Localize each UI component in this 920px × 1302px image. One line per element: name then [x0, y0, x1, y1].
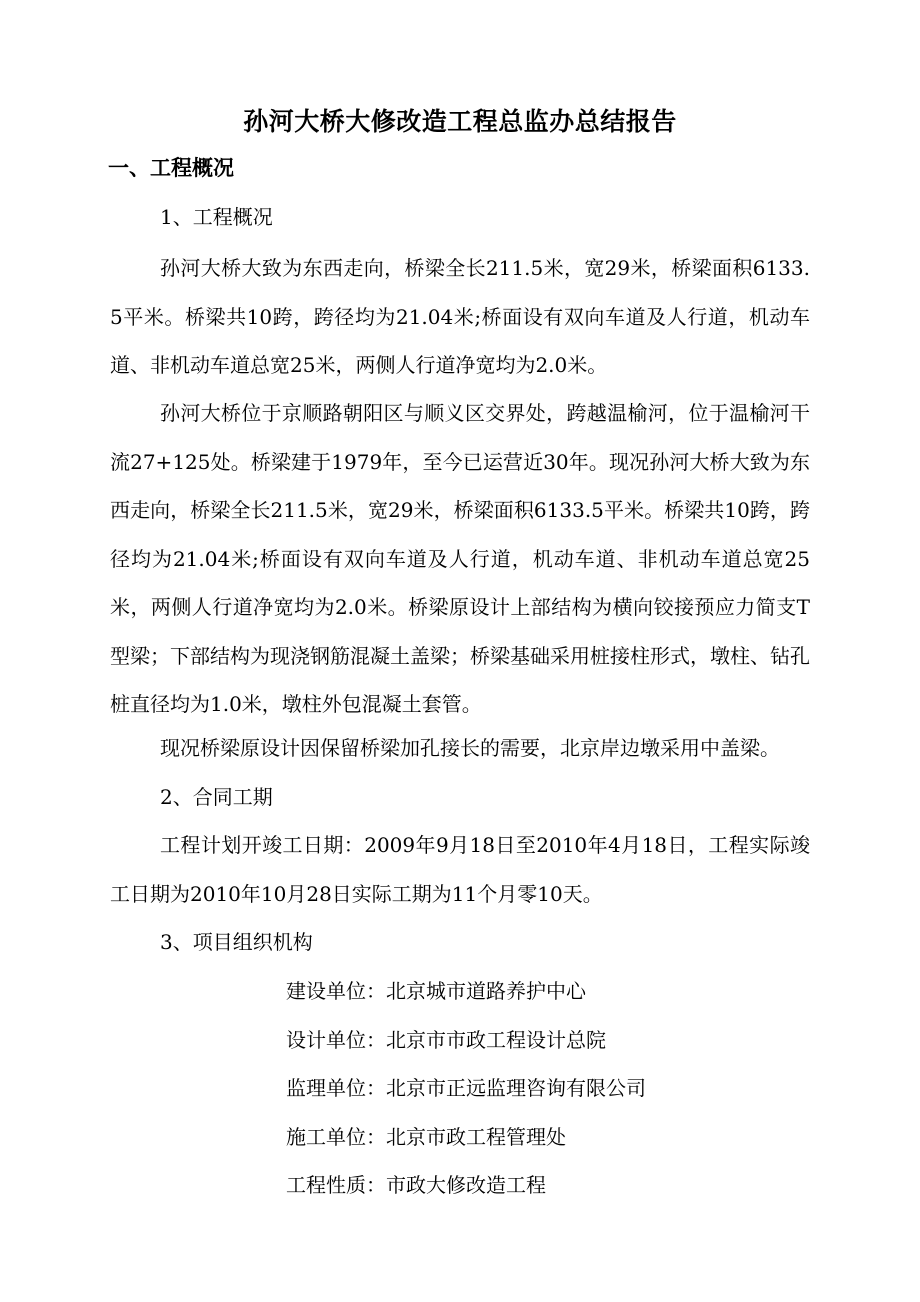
org-item-supervision-unit: 监理单位：北京市正远监理咨询有限公司: [286, 1076, 646, 1100]
document-title: 孙河大桥大修改造工程总监办总结报告: [243, 107, 677, 136]
organization-list: [286, 967, 786, 1210]
org-item-project-nature: 工程性质：市政大修改造工程: [286, 1173, 546, 1197]
subheading-organization: 3、项目组织机构: [160, 930, 313, 954]
subheading-project-overview: 1、工程概况: [160, 205, 273, 229]
paragraph-pier-design: 现况桥梁原设计因保留桥梁加孔接长的需要，北京岸边墩采用中盖梁。: [160, 736, 780, 760]
org-item-contractor-unit: 施工单位：北京市政工程管理处: [286, 1124, 566, 1149]
paragraph-bridge-location: 孙河大桥位于京顺路朝阳区与顺义区交界处，跨越温榆河，位于温榆河干流27+125处。桥梁建于1979年，至今已运营近30年。现况孙河大桥大致为东西走向，桥梁全长211.5米，宽29米，桥梁面积6133.5平米。桥梁共10跨，跨径均为21.04米;桥面设有双向车道及人行道，机动车道、非机动车道总宽25米，两侧人行道净宽均为2.0米。桥梁原设计上部结构为横向铰接预应力简支T型梁；下部结构为现浇钢筋混凝土盖梁；桥梁基础采用桩接柱形式，墩柱、钻孔桩直径均为1.0米，墩柱外包混凝土套管。: [110, 401, 810, 716]
paragraph-bridge-description: 孙河大桥大致为东西走向，桥梁全长211.5米，宽29米，桥梁面积6133.5平米。桥梁共10跨，跨径均为21.04米;桥面设有双向车道及人行道，机动车道、非机动车道总宽25米，两侧人行道净宽均为2.0米。: [110, 256, 810, 377]
org-item-construction-unit: 建设单位：北京城市道路养护中心: [286, 979, 586, 1003]
section-heading-overview: 一、工程概况: [108, 155, 234, 180]
subheading-contract-period: 2、合同工期: [160, 785, 273, 809]
paragraph-contract-dates: 工程计划开竣工日期：2009年9月18日至2010年4月18日，工程实际竣工日期为2010年10月28日实际工期为11个月零10天。: [110, 833, 810, 906]
org-item-design-unit: 设计单位：北京市市政工程设计总院: [286, 1027, 606, 1052]
